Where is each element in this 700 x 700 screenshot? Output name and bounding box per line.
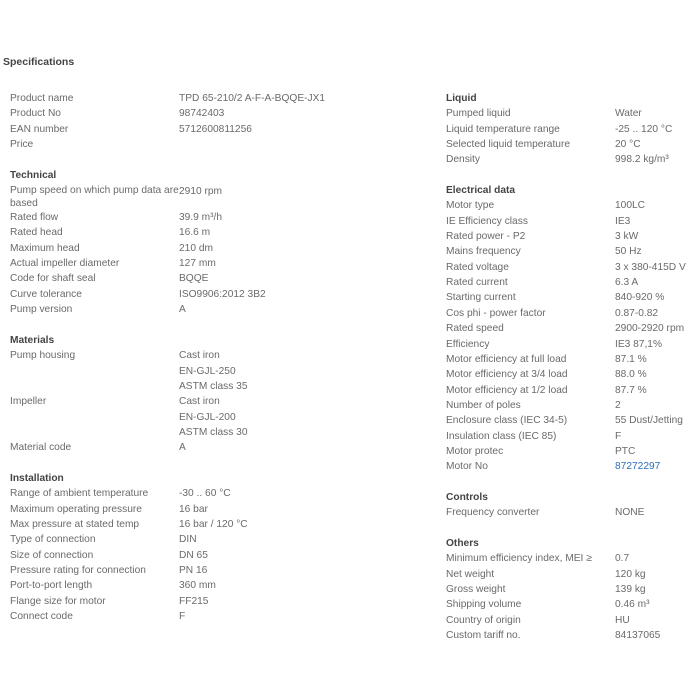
spec-row [446,383,696,398]
spec-row [10,394,430,409]
spec-value: Water [615,108,642,120]
spec-label: Density [446,154,480,166]
spec-row [10,256,430,271]
spec-row [10,517,430,532]
spec-label: Impeller [10,396,47,408]
spec-row [446,337,696,352]
spec-value: 20 °C [615,139,641,151]
spec-value: EN-GJL-200 [179,411,236,423]
spec-value: 50 Hz [615,246,642,258]
spec-label: Rated power - P2 [446,231,526,243]
section-spacer [446,168,696,183]
spec-label: Pump version [10,304,73,316]
spec-label: Rated speed [446,323,504,335]
spec-label: Curve tolerance [10,288,82,300]
spec-label: Liquid temperature range [446,123,560,135]
spec-label: Mains frequency [446,246,521,258]
spec-value: F [615,430,622,442]
spec-value: 16 bar / 120 °C [179,518,248,530]
spec-label: Rated head [10,227,63,239]
spec-label: Motor efficiency at 3/4 load [446,369,568,381]
spec-row [10,210,430,225]
section-title: Installation [10,472,64,484]
spec-label: Rated voltage [446,261,509,273]
spec-value: Cast iron [179,350,220,362]
spec-label: Type of connection [10,534,96,546]
spec-label: EAN number [10,123,69,135]
spec-value: BQQE [179,273,209,285]
spec-label: Net weight [446,568,495,580]
spec-label: Shipping volume [446,599,522,611]
spec-value: PN 16 [179,564,208,576]
spec-row [10,271,430,286]
section-title: Others [446,537,479,549]
spec-label: Size of connection [10,549,94,561]
spec-row [446,582,696,597]
spec-value: 88.0 % [615,369,647,381]
spec-row [446,597,696,612]
spec-row [10,379,430,394]
spec-value: 87.7 % [615,384,647,396]
spec-label: Maximum operating pressure [10,503,142,515]
spec-row [10,532,430,547]
spec-row [446,244,696,259]
spec-label: Motor efficiency at 1/2 load [446,384,568,396]
section-title: Materials [10,334,55,346]
spec-row [446,229,696,244]
spec-label: Pump housing [10,350,76,362]
spec-value: 2 [615,399,621,411]
spec-label: Actual impeller diameter [10,258,120,270]
spec-label: Minimum efficiency index, MEI ≥ [446,553,592,565]
spec-row [446,275,696,290]
spec-label: Motor efficiency at full load [446,353,567,365]
spec-row [446,398,696,413]
spec-label: Code for shaft seal [10,273,96,285]
spec-value: TPD 65-210/2 A-F-A-BQQE-JX1 [179,93,326,104]
spec-label: Pumped liquid [446,108,511,120]
spec-row [446,198,696,213]
spec-label: Gross weight [446,584,506,595]
spec-label: Motor protec [446,445,504,457]
spec-value: 3 kW [615,231,639,243]
spec-row [446,122,696,137]
spec-label: Maximum head [10,242,80,254]
spec-row [446,459,696,474]
spec-value: DIN [179,534,197,546]
spec-value: -30 .. 60 °C [179,488,231,500]
section-others [446,536,696,643]
spec-value: Cast iron [179,396,220,408]
spec-value: ISO9906:2012 3B2 [179,288,266,300]
spec-row [446,444,696,459]
section-title: Electrical data [446,185,516,197]
section-title: Technical [10,169,57,181]
spec-row [10,425,430,440]
section-installation [10,471,430,624]
section-controls [446,490,696,521]
section-technical [10,168,430,318]
spec-label: Port-to-port length [10,580,93,592]
spec-value: 55 Dust/Jetting [615,415,683,427]
spec-value: 360 mm [179,580,216,592]
spec-value: A [179,304,186,316]
spec-value: 87.1 % [615,353,647,365]
spec-row [10,548,430,563]
spec-label: Material code [10,442,72,454]
spec-value: 16 bar [179,503,208,515]
spec-row [10,302,430,317]
spec-label: Enclosure class (IEC 34-5) [446,415,568,427]
section-spacer [10,317,430,332]
spec-value: 0.7 [615,553,630,565]
spec-row [446,628,696,643]
spec-label: Max pressure at stated temp [10,518,140,530]
spec-label: Pressure rating for connection [10,564,146,576]
spec-label: Starting current [446,292,516,304]
spec-value: ASTM class 30 [179,426,248,438]
spec-value: -25 .. 120 °C [615,123,673,135]
spec-value: 840-920 % [615,292,665,304]
spec-value: F [179,611,186,622]
spec-row [446,152,696,167]
spec-row [10,364,430,379]
section-product [10,91,430,152]
spec-row [446,137,696,152]
spec-value: 120 kg [615,568,646,580]
spec-label: Product No [10,108,61,120]
spec-value: PTC [615,445,636,457]
spec-label: Frequency converter [446,507,540,519]
spec-label: Flange size for motor [10,595,106,607]
spec-row [446,367,696,382]
spec-value: 139 kg [615,584,646,595]
spec-row [10,122,430,137]
spec-row [10,348,430,363]
spec-label: Product name [10,93,74,104]
spec-row [446,551,696,566]
spec-value: IE3 [615,215,631,227]
spec-row [446,613,696,628]
spec-label: Rated current [446,277,508,289]
spec-label: Connect code [10,611,73,622]
section-spacer [10,152,430,167]
spec-label: Efficiency [446,338,490,350]
spec-row [10,609,430,624]
spec-row [446,567,696,582]
spec-label: Custom tariff no. [446,630,521,642]
section-title: Controls [446,491,488,503]
spec-label [10,410,179,425]
spec-label: Pump speed on which pump data are based [10,185,179,210]
spec-row [446,505,696,520]
section-spacer [10,456,430,471]
spec-value: 0.87-0.82 [615,307,659,319]
spec-label: Range of ambient temperature [10,488,149,500]
spec-row [10,225,430,240]
spec-row [446,290,696,305]
spec-row [10,183,430,210]
spec-value: A [179,442,186,454]
spec-label: Insulation class (IEC 85) [446,430,557,442]
spec-label: Rated flow [10,212,59,224]
spec-value: 0.46 m³ [615,599,650,611]
spec-row [446,413,696,428]
spec-row [10,241,430,256]
spec-value: NONE [615,507,645,519]
right-column [446,91,696,643]
spec-value: 2900-2920 rpm [615,323,685,335]
spec-label: Selected liquid temperature [446,139,571,151]
spec-value: DN 65 [179,549,208,561]
spec-value: 127 mm [179,258,216,270]
spec-value: IE3 87,1% [615,338,663,350]
spec-label: Price [10,139,34,151]
section-title: Liquid [446,93,477,104]
spec-row [10,91,430,106]
spec-row [446,214,696,229]
spec-row [10,594,430,609]
spec-row [10,440,430,455]
spec-row [10,486,430,501]
spec-row [10,137,430,152]
spec-row [10,502,430,517]
spec-row [446,260,696,275]
section-spacer [446,521,696,536]
spec-label [10,379,179,394]
spec-value: 100LC [615,200,646,212]
spec-value: 3 x 380-415D V [615,261,686,273]
spec-label: Number of poles [446,399,521,411]
section-materials [10,333,430,456]
spec-label: IE Efficiency class [446,215,528,227]
spec-label: Motor type [446,200,495,212]
page-title: Specifications [3,56,75,68]
spec-value: 98742403 [179,108,225,120]
spec-row [10,287,430,302]
spec-row [446,306,696,321]
spec-label: Cos phi - power factor [446,307,546,319]
section-spacer [446,475,696,490]
spec-value: 84137065 [615,630,661,642]
spec-value: ASTM class 35 [179,380,248,392]
spec-label: Motor No [446,461,488,473]
left-column [10,91,430,624]
section-liquid [446,91,696,168]
spec-row [10,578,430,593]
spec-label: Country of origin [446,614,521,626]
spec-label [10,364,179,379]
spec-row [446,352,696,367]
spec-value: 998.2 kg/m³ [615,154,669,166]
spec-value: 16.6 m [179,227,211,239]
spec-value: FF215 [179,595,209,607]
spec-value: 6.3 A [615,277,639,289]
spec-value: 2910 rpm [179,186,223,198]
spec-value: 39.9 m³/h [179,212,223,224]
spec-row [446,321,696,336]
spec-label [10,425,179,440]
motor-no-link[interactable]: 87272297 [615,461,661,473]
section-electrical-data [446,183,696,475]
spec-value: HU [615,614,630,626]
spec-value: EN-GJL-250 [179,365,236,377]
spec-value: 210 dm [179,242,213,254]
spec-row [10,106,430,121]
spec-value: 5712600811256 [179,123,252,135]
spec-row [446,429,696,444]
spec-row [446,106,696,121]
spec-row [10,410,430,425]
spec-row [10,563,430,578]
